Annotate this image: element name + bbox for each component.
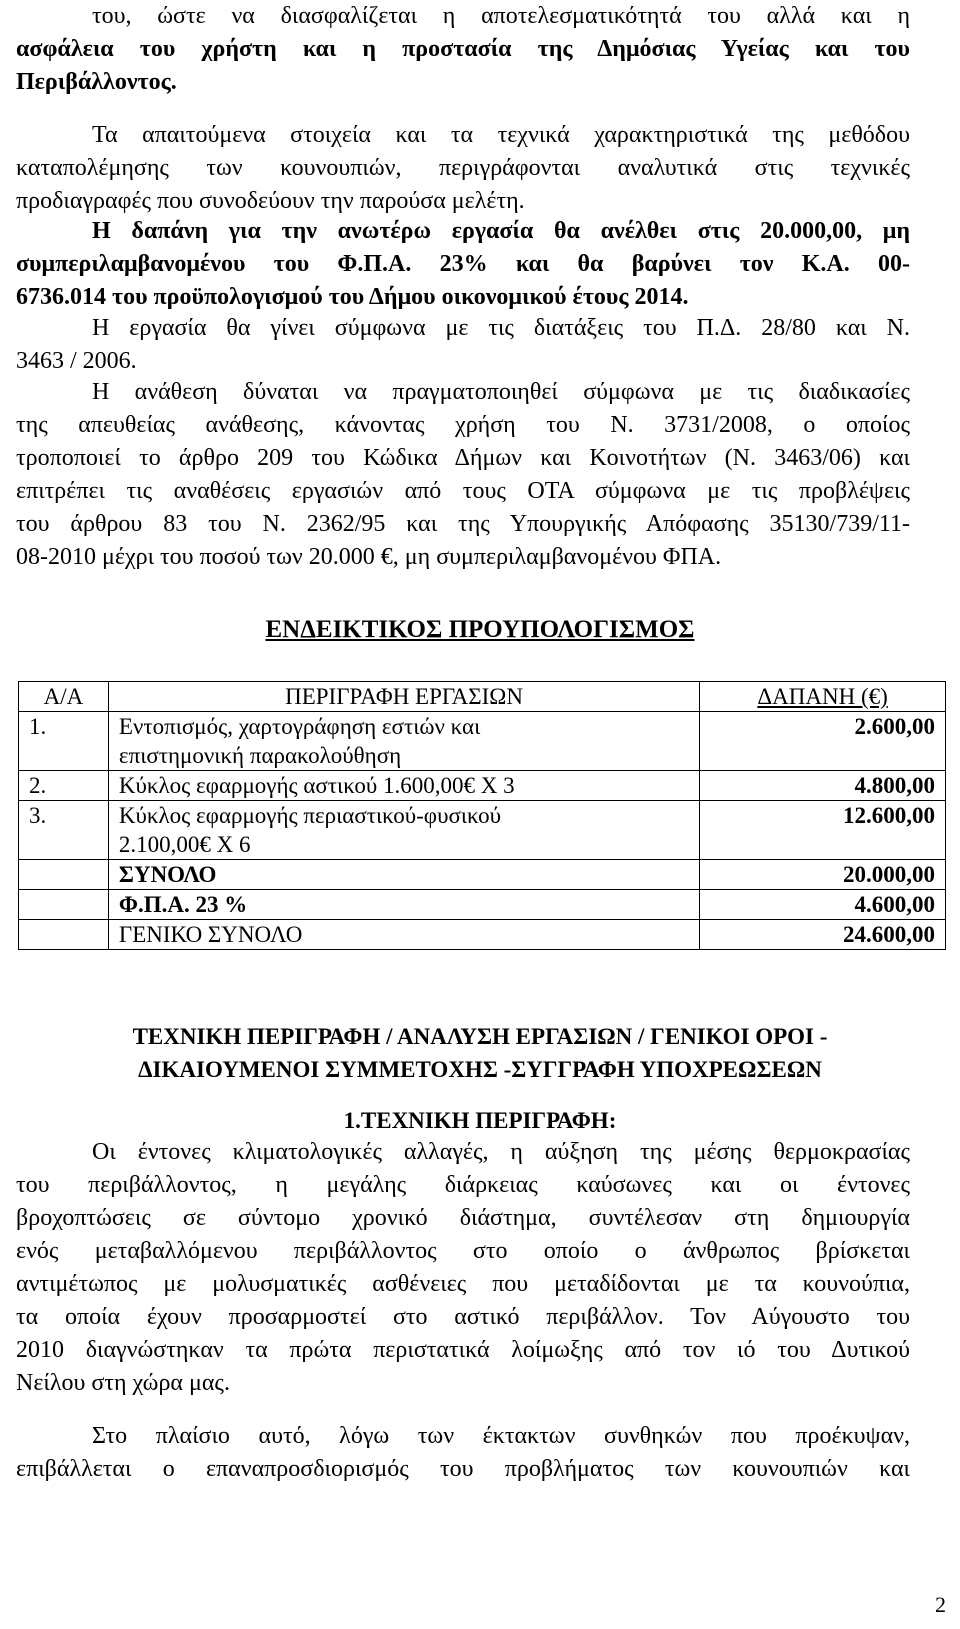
text-line: Η δαπάνη για την ανωτέρω εργασία θα ανέλθει στις 20.000,00, μη <box>92 218 910 244</box>
text-line: Τα απαιτούμενα στοιχεία και τα τεχνικά χαρακτηριστικά της μεθόδου <box>92 122 910 148</box>
text-line: επιβάλλεται ο επαναπροσδιορισμός του προβλήματος των κουνουπιών και <box>16 1456 910 1482</box>
sub-heading: 1.ΤΕΧΝΙΚΗ ΠΕΡΙΓΡΑΦΗ: <box>343 1108 617 1133</box>
header-cost: ΔΑΠΑΝΗ (€) <box>700 682 946 712</box>
section-heading-line: ΔΙΚΑΙΟΥΜΕΝΟΙ ΣΥΜΜΕΤΟΧΗΣ -ΣΥΓΓΡΑΦΗ ΥΠΟΧΡΕΩΣΕΩΝ <box>138 1057 822 1082</box>
vat-row <box>19 890 946 920</box>
table-header-row <box>19 682 946 712</box>
section-heading-line: ΤΕΧΝΙΚΗ ΠΕΡΙΓΡΑΦΗ / ΑΝΑΛΥΣΗ ΕΡΓΑΣΙΩΝ / ΓΕΝΙΚΟΙ ΟΡΟΙ - <box>132 1024 828 1049</box>
empty-cell <box>19 920 109 950</box>
vat-value: 4.600,00 <box>700 890 946 920</box>
row-description <box>108 801 699 860</box>
text-line: Η ανάθεση δύναται να πραγματοποιηθεί σύμφωνα με τις διαδικασίες <box>92 379 910 405</box>
table-row <box>19 771 946 801</box>
text-line: 2010 διαγνώστηκαν τα πρώτα περιστατικά λοίμωξης από τον ιό του Δυτικού <box>16 1337 910 1363</box>
text-line: Οι έντονες κλιματολογικές αλλαγές, η αύξηση της μέσης θερμοκρασίας <box>92 1139 910 1165</box>
vat-label: Φ.Π.Α. 23 % <box>108 890 699 920</box>
header-aa: Α/Α <box>19 682 109 712</box>
total-label: ΣΥΝΟΛΟ <box>108 860 699 890</box>
total-row <box>19 860 946 890</box>
text-line: τα οποία έχουν προσαρμοστεί στο αστικό περιβάλλον. Τον Αύγουστο του <box>16 1304 910 1330</box>
row-cost: 2.600,00 <box>700 712 946 771</box>
budget-title: ΕΝΔΕΙΚΤΙΚΟΣ ΠΡΟΥΠΟΛΟΓΙΣΜΟΣ <box>265 616 695 643</box>
text-line: Νείλου στη χώρα μας. <box>16 1370 230 1396</box>
text-line: καταπολέμησης των κουνουπιών, περιγράφονται αναλυτικά στις τεχνικές <box>16 155 910 181</box>
text-line: 6736.014 του προϋπολογισμού του Δήμου οικονομικού έτους 2014. <box>16 284 689 310</box>
description-line: Κύκλος εφαρμογής περιαστικού-φυσικού <box>118 803 502 828</box>
grand-total-row <box>19 920 946 950</box>
text-line: του, ώστε να διασφαλίζεται η αποτελεσματικότητά του αλλά και η <box>92 3 910 29</box>
header-description: ΠΕΡΙΓΡΑΦΗ ΕΡΓΑΣΙΩΝ <box>108 682 699 712</box>
description-line: επιστημονική παρακολούθηση <box>118 743 402 768</box>
row-description: Κύκλος εφαρμογής αστικού 1.600,00€ Χ 3 <box>108 771 699 801</box>
text-line: 3463 / 2006. <box>16 348 137 374</box>
row-number: 1. <box>19 712 109 771</box>
text-line: του περιβάλλοντος, η μεγάλης διάρκειας καύσωνες και οι έντονες <box>16 1172 910 1198</box>
text-line: επιτρέπει τις αναθέσεις εργασιών από τους ΟΤΑ σύμφωνα με τις προβλέψεις <box>16 478 910 504</box>
text-line: ενός μεταβαλλόμενου περιβάλλοντος στο οποίο ο άνθρωπος βρίσκεται <box>16 1238 910 1264</box>
row-number: 3. <box>19 801 109 860</box>
text-line: του άρθρου 83 του Ν. 2362/95 και της Υπουργικής Απόφασης 35130/739/11- <box>16 511 910 537</box>
grand-total-value: 24.600,00 <box>700 920 946 950</box>
row-cost: 4.800,00 <box>700 771 946 801</box>
text-line: τροποποιεί το άρθρο 209 του Κώδικα Δήμων και Κοινοτήτων (Ν. 3463/06) και <box>16 445 910 471</box>
page-number: 2 <box>935 1592 946 1617</box>
budget-table <box>18 681 946 950</box>
text-line: ασφάλεια του χρήστη και η προστασία της Δημόσιας Υγείας και του <box>16 36 910 62</box>
table-row <box>19 712 946 771</box>
total-value: 20.000,00 <box>700 860 946 890</box>
text-line: συμπεριλαμβανομένου του Φ.Π.Α. 23% και θα βαρύνει τον Κ.Α. 00- <box>16 251 910 277</box>
text-line: βροχοπτώσεις σε σύντομο χρονικό διάστημα, συντέλεσαν στη δημιουργία <box>16 1205 910 1231</box>
text-line: Η εργασία θα γίνει σύμφωνα με τις διατάξεις του Π.Δ. 28/80 και Ν. <box>92 315 910 341</box>
description-line: Εντοπισμός, χαρτογράφηση εστιών και <box>118 714 481 739</box>
text-line: 08-2010 μέχρι του ποσού των 20.000 €, μη συμπεριλαμβανομένου ΦΠΑ. <box>16 544 722 570</box>
empty-cell <box>19 890 109 920</box>
text-line: της απευθείας ανάθεσης, κάνοντας χρήση του Ν. 3731/2008, ο οποίος <box>16 412 910 438</box>
text-line: Στο πλαίσιο αυτό, λόγω των έκτακτων συνθηκών που προέκυψαν, <box>92 1423 910 1449</box>
text-line: προδιαγραφές που συνοδεύουν την παρούσα μελέτη. <box>16 188 525 214</box>
text-line: αντιμέτωπος με μολυσματικές ασθένειες που μεταδίδονται με τα κουνούπια, <box>16 1271 910 1297</box>
grand-total-label: ΓΕΝΙΚΟ ΣΥΝΟΛΟ <box>108 920 699 950</box>
description-line: 2.100,00€ Χ 6 <box>118 832 251 857</box>
empty-cell <box>19 860 109 890</box>
row-number: 2. <box>19 771 109 801</box>
table-row <box>19 801 946 860</box>
row-description <box>108 712 699 771</box>
text-line: Περιβάλλοντος. <box>16 69 177 95</box>
row-cost: 12.600,00 <box>700 801 946 860</box>
